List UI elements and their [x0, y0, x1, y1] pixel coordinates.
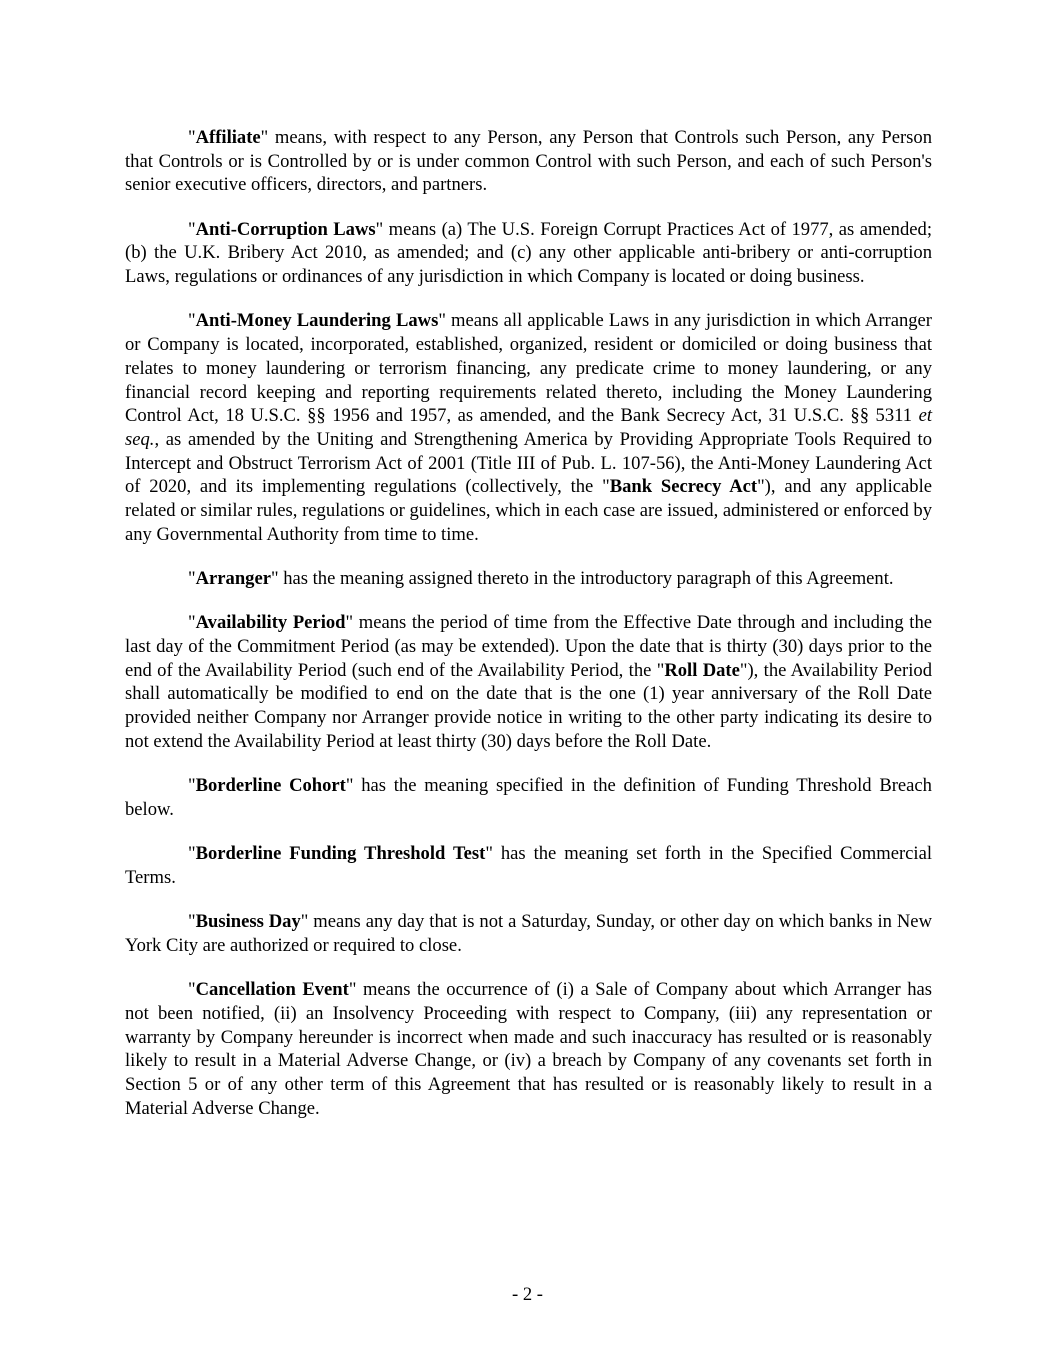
definition-text: " has the meaning set forth in the Specified Commercial Terms. [125, 843, 932, 888]
defined-term: Availability Period [195, 612, 346, 634]
defined-term: Cancellation Event [195, 979, 349, 1001]
definition-text: " [188, 979, 196, 1001]
definition-arranger [125, 567, 932, 591]
defined-term: Bank Secrecy Act [609, 476, 758, 498]
definition-anti-money-laundering-laws [125, 309, 932, 546]
defined-term: Business Day [195, 911, 301, 933]
definition-text: " [188, 218, 196, 240]
definition-text: " means all applicable Laws in any jurisdiction in which Arranger or Company is located, incorporated, established, organized, resident or domiciled or doing business that relates to money laundering or terrorism financing, any predicate crime to money laundering, or any financial record keeping and reporting requirements related thereto, including the Money Laundering Control Act, 18 U.S.C. §§ 1956 and 1957, as amended, and the Bank Secrecy Act, 31 U.S.C. §§ 5311 [125, 310, 932, 427]
definition-text: " means the occurrence of (i) a Sale of Company about which Arranger has not been notified, (ii) an Insolvency Proceeding with respect to Company, (iii) any representation or warranty by Company hereunder is incorrect when made and such inaccuracy has resulted or is reasonably likely to result in a Material Adverse Change, or (iv) a breach by Company of any covenants set forth in Section 5 or of any other term of this Agreement that has resulted or is reasonably likely to result in a Material Adverse Change. [125, 979, 932, 1119]
definition-text: " [188, 127, 196, 148]
definition-text: " means, with respect to any Person, any Person that Controls such Person, any Person that Controls or is Controlled by or is under common Control with such Person, and each of such Person's senior executive officers, directors, and partners. [125, 127, 932, 196]
definition-text: " [188, 612, 196, 634]
definition-text: " means any day that is not a Saturday, Sunday, or other day on which banks in New York City are authorized or required to close. [125, 911, 932, 956]
definition-text: "), and any applicable related or similar rules, regulations or guidelines, which in each case are issued, administered or enforced by any Governmental Authority from time to time. [125, 476, 933, 545]
definition-affiliate [125, 126, 932, 197]
definition-anti-corruption-laws [125, 218, 932, 289]
definition-cancellation-event [125, 978, 932, 1120]
defined-term: Affiliate [195, 127, 261, 148]
definition-text: " [188, 310, 196, 332]
italic-text: et seq. [125, 405, 932, 450]
defined-term: Arranger [195, 568, 271, 590]
defined-term: Borderline Funding Threshold Test [195, 843, 486, 865]
page-number: - 2 - [512, 1284, 543, 1305]
defined-term: Borderline Cohort [195, 775, 346, 797]
definition-text: " has the meaning specified in the definition of Funding Threshold Breach below. [125, 775, 932, 820]
definition-text: " [188, 775, 196, 797]
definition-text: " [188, 568, 196, 590]
definition-text: " [188, 843, 196, 865]
definition-text: , as amended by the Uniting and Strengthening America by Providing Appropriate Tools Required to Intercept and Obstruct Terrorism Act of 2001 (Title III of Pub. L. 107-56), the Anti-Money Laundering Act of 2020, and its implementing regulations (collectively, the " [125, 428, 932, 498]
definition-borderline-cohort [125, 774, 932, 821]
definition-borderline-funding-threshold-test [125, 842, 932, 889]
definition-text: " [188, 911, 196, 933]
definition-text: " has the meaning assigned thereto in the introductory paragraph of this Agreement. [270, 568, 894, 590]
definition-text: " means (a) The U.S. Foreign Corrupt Practices Act of 1977, as amended; (b) the U.K. Bribery Act 2010, as amended; and (c) any other applicable anti-bribery or anti-corruption Laws, regulations or ordinances of any jurisdiction in which Company is located or doing business. [125, 218, 932, 288]
definition-text: "), the Availability Period shall automatically be modified to end on the date that is the one (1) year anniversary of the Roll Date provided neither Company nor Arranger provide notice in writing to the other party indicating its desire to not extend the Availability Period at least thirty (30) days before the Roll Date. [125, 659, 933, 752]
definition-text: " means the period of time from the Effective Date through and including the last day of the Commitment Period (as may be extended). Upon the date that is thirty (30) days prior to the end of the Availability Period (such end of the Availability Period, the " [125, 612, 932, 681]
defined-term: Roll Date [664, 659, 740, 681]
document-page [125, 126, 932, 1141]
definition-business-day [125, 910, 932, 957]
definition-availability-period [125, 611, 932, 753]
defined-term: Anti-Corruption Laws [195, 218, 376, 240]
defined-term: Anti-Money Laundering Laws [195, 310, 439, 332]
